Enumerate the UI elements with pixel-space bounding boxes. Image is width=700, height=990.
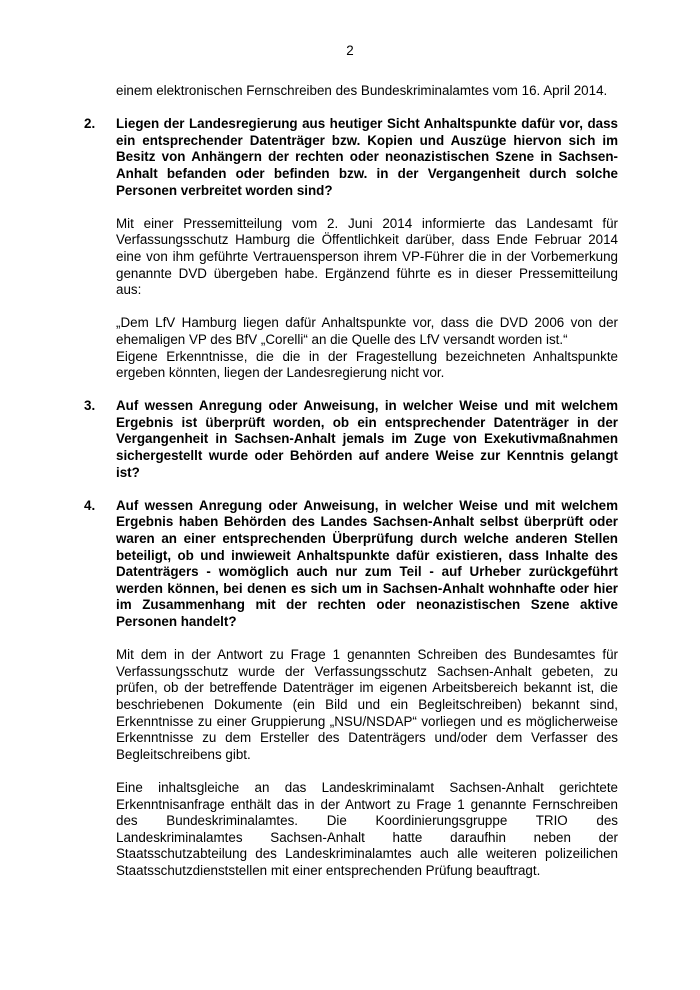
question-3-number: 3. <box>84 398 96 414</box>
answer-2-quote: „Dem LfV Hamburg liegen dafür Anhaltspunkte vor, dass die DVD 2006 von der ehemaligen VP des BfV „Corelli“ an die Quelle des LfV versandt worden ist.“ <box>116 315 618 347</box>
question-4-number: 4. <box>84 497 96 513</box>
question-2-number: 2. <box>84 116 96 132</box>
answer-2-paragraph-1: Mit einer Pressemitteilung vom 2. Juni 2014 informierte das Landesamt für Verfassungsschutz Hamburg die Öffentlichkeit darüber, dass Ende Februar 2014 eine von ihm geführte Vertrauensperson ihrem VP-Führer die in der Vorbemerkung genannte DVD übergeben habe. Ergänzend führte es in dieser Pressemitteilung aus: <box>116 215 618 298</box>
document-body <box>84 83 618 880</box>
question-4-text: Auf wessen Anregung oder Anweisung, in welcher Weise und mit welchem Ergebnis haben Behörden des Landes Sachsen-Anhalt selbst überprüft oder waren an einer entsprechenden Überprüfung durch welche anderen Stellen beteiligt, ob und inwieweit Anhaltspunkte dafür existieren, dass Inhalte des Datenträgers - womöglich auch nur zum Teil - auf Urheber zurückgeführt werden können, bei denen es sich um in Sachsen-Anhalt wohnhafte oder hier im Zusammenhang mit der rechten oder neonazistischen Szene aktive Personen handelt? <box>116 497 618 629</box>
question-2 <box>84 116 618 199</box>
question-3 <box>84 398 618 481</box>
question-4 <box>84 497 618 631</box>
page-number: 2 <box>346 43 354 58</box>
intro-paragraph: einem elektronischen Fernschreiben des Bundeskriminalamtes vom 16. April 2014. <box>116 83 608 98</box>
answer-4-paragraph-1: Mit dem in der Antwort zu Frage 1 genannten Schreiben des Bundesamtes für Verfassungsschutz wurde der Verfassungsschutz Sachsen-Anhalt gebeten, zu prüfen, ob der betreffende Datenträger im eigenen Arbeitsbereich bekannt ist, die beschriebenen Dokumente (ein Bild und ein Begleitschreiben) bekannt sind, Erkenntnisse zu einer Gruppierung „NSU/NSDAP“ vorliegen und es möglicherweise Erkenntnisse zu dem Ersteller des Datenträgers und/oder dem Verfasser des Begleitschreibens gibt. <box>116 647 618 762</box>
answer-4-paragraph-2: Eine inhaltsgleiche an das Landeskriminalamt Sachsen-Anhalt gerichtete Erkenntnisanfrage enthält das in der Antwort zu Frage 1 genannte Fernschreiben des Bundeskriminalamtes. Die Koordinierungsgruppe TRIO des Landeskriminalamtes Sachsen-Anhalt hatte daraufhin neben der Staatsschutzabteilung des Landeskriminalamtes auch alle weiteren polizeilichen Staatsschutzdienststellen mit einer entsprechenden Prüfung beauftragt. <box>116 779 618 878</box>
answer-2-paragraph-2: Eigene Erkenntnisse, die die in der Fragestellung bezeichneten Anhaltspunkte ergeben könnten, liegen der Landesregierung nicht vor. <box>116 348 618 381</box>
question-2-text: Liegen der Landesregierung aus heutiger Sicht Anhaltspunkte dafür vor, dass ein entsprechender Datenträger bzw. Kopien und Auszüge hiervon sich im Besitz von Anhängern der rechten oder neonazistischen Szene in Sachsen-Anhalt befanden oder befinden bzw. in der Vergangenheit durch solche Personen verbreitet worden sind? <box>116 116 618 198</box>
question-3-text: Auf wessen Anregung oder Anweisung, in welcher Weise und mit welchem Ergebnis ist überprüft worden, ob ein entsprechender Datenträger in der Vergangenheit in Sachsen-Anhalt jemals im Zuge von Exekutivmaßnahmen sichergestellt wurde oder Behörden auf andere Weise zur Kenntnis gelangt ist? <box>116 398 618 480</box>
